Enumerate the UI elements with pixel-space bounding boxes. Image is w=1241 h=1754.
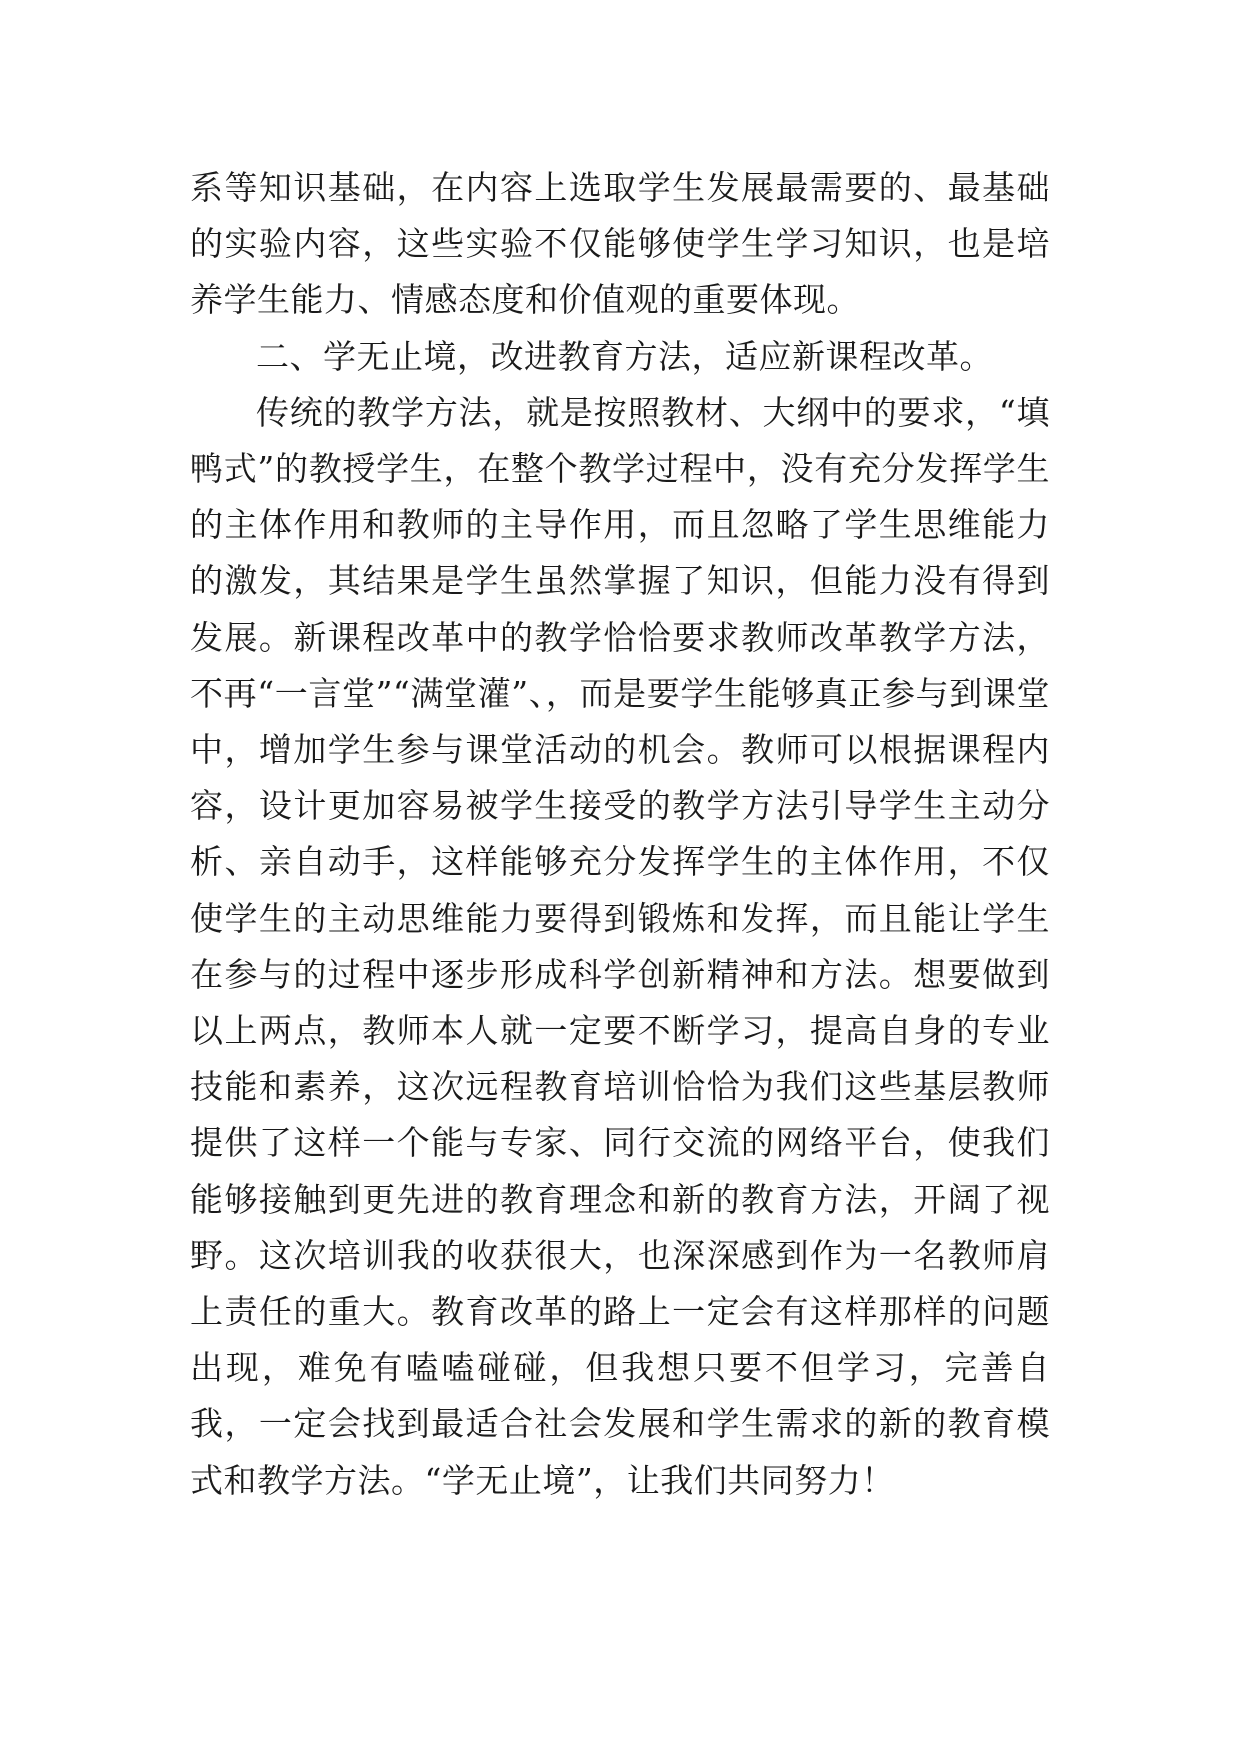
document-body (190, 160, 1050, 1509)
paragraph-continuation: 系等知识基础，在内容上选取学生发展最需要的、最基础的实验内容，这些实验不仅能够使学生学习知识，也是培养学生能力、情感态度和价值观的重要体现。 (190, 168, 1050, 320)
section-heading-2: 二、学无止境，改进教育方法，适应新课程改革。 (256, 336, 993, 376)
paragraph-teaching-methods: 传统的教学方法，就是按照教材、大纲中的要求，“填鸭式”的教授学生，在整个教学过程中，没有充分发挥学生的主体作用和教师的主导作用，而且忽略了学生思维能力的激发，其结果是学生虽然掌握了知识，但能力没有得到发展。新课程改革中的教学恰恰要求教师改革教学方法，不再“一言堂”“满堂灌”、，而是要学生能够真正参与到课堂中，增加学生参与课堂活动的机会。教师可以根据课程内容，设计更加容易被学生接受的教学方法引导学生主动分析、亲自动手，这样能够充分发挥学生的主体作用，不仅使学生的主动思维能力要得到锻炼和发挥，而且能让学生在参与的过程中逐步形成科学创新精神和方法。想要做到以上两点，教师本人就一定要不断学习，提高自身的专业技能和素养，这次远程教育培训恰恰为我们这些基层教师提供了这样一个能与专家、同行交流的网络平台，使我们能够接触到更先进的教育理念和新的教育方法，开阔了视野。这次培训我的收获很大，也深深感到作为一名教师肩上责任的重大。教育改革的路上一定会有这样那样的问题出现，难免有嗑嗑碰碰，但我想只要不但学习，完善自我，一定会找到最适合社会发展和学生需求的新的教育模式和教学方法。“学无止境”，让我们共同努力！ (190, 392, 1050, 1500)
